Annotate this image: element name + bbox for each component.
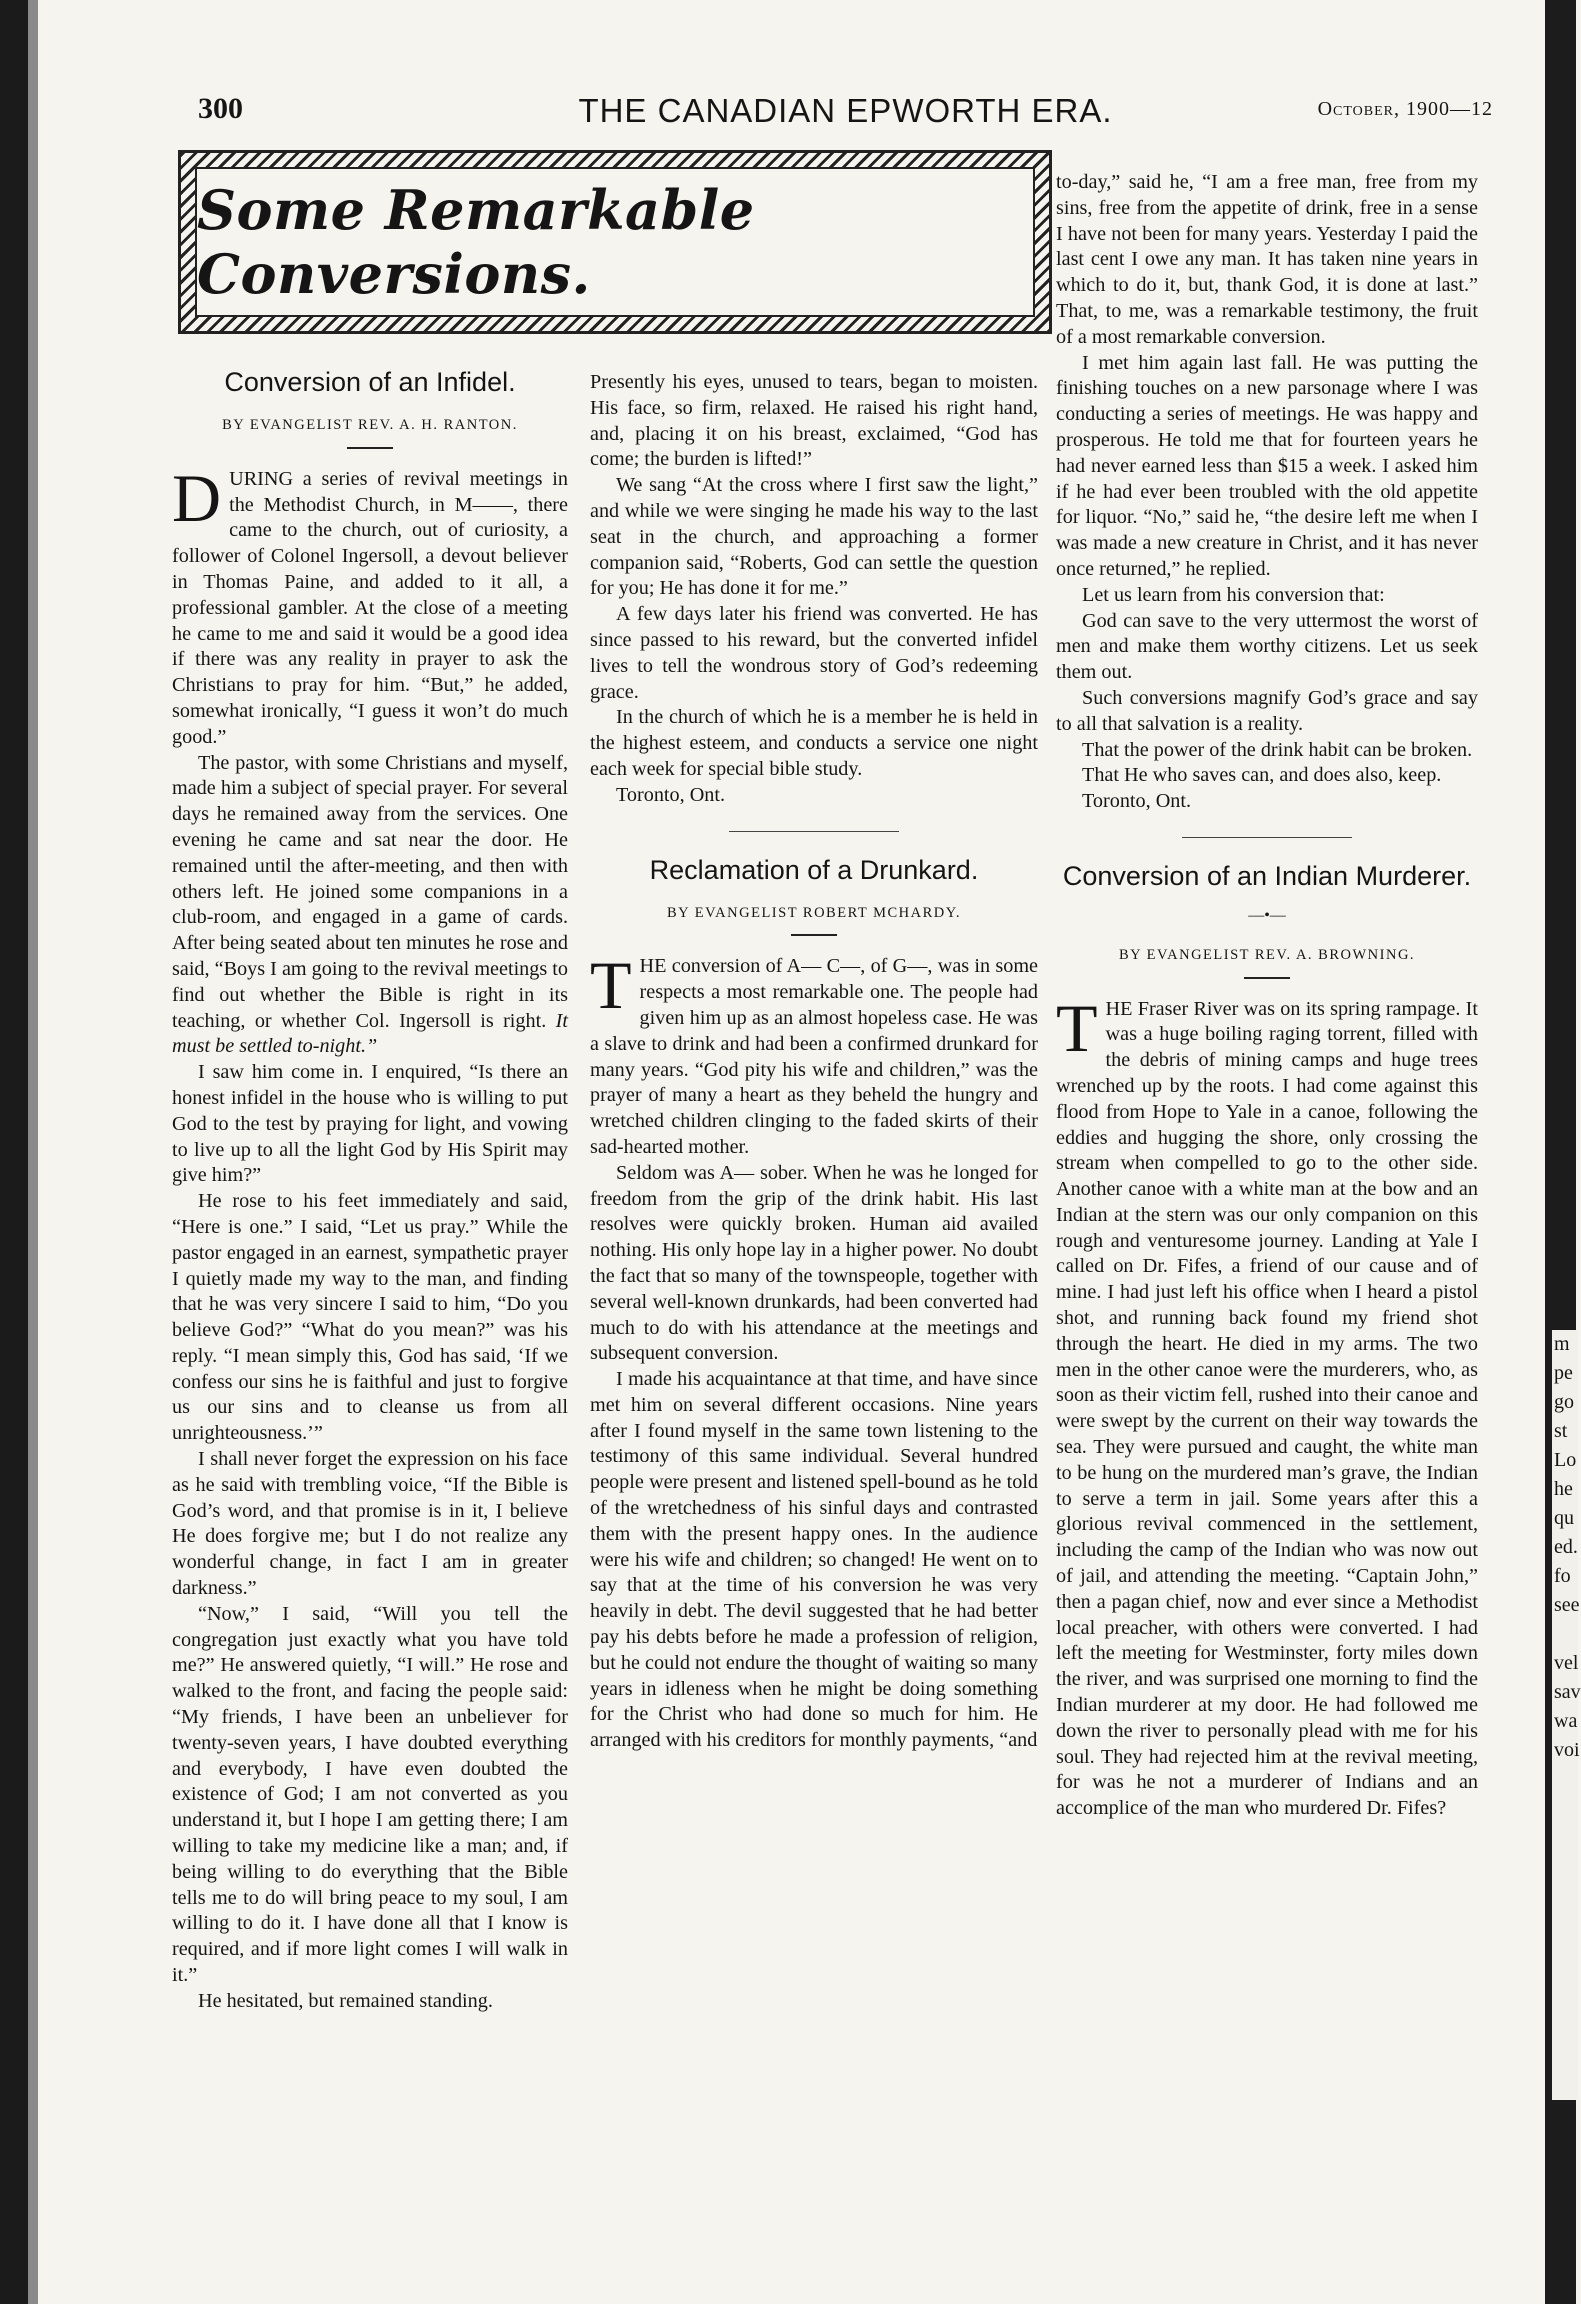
column-1 bbox=[172, 360, 568, 2015]
paragraph: THE conversion of A— C—, of G—, was in some respects a most remarkable one. The people had given him up as an almost hopeless case. He was a slave to drink and had been a confirmed drunkard for many years. “God pity his wife and children,” was the prayer of many a heart as they beheld the hungry and wretched children clinging to the faded skirts of their sad-hearted mother. bbox=[590, 947, 1038, 1158]
paragraph: I saw him come in. I enquired, “Is there an honest infidel in the house who is willing to put God to the test by praying for light, and vowing to live up to all the light God by His Spirit may give him?” bbox=[172, 1061, 568, 1187]
byline-indian-murderer: BY EVANGELIST REV. A. BROWNING. bbox=[1118, 946, 1416, 963]
paragraph: Presently his eyes, unused to tears, began to moisten. His face, so firm, relaxed. He raised his right hand, and, placing it on his breast, exclaimed, “God has come; the burden is lifted!” bbox=[590, 371, 1038, 471]
short-rule bbox=[1244, 977, 1290, 979]
paragraph: I met him again last fall. He was putting the finishing touches on a new parsonage where I was conducting a series of meetings. He was happy and prosperous. He told me that for fourteen years he had never earned less than $15 a week. I asked him if he had ever been troubled with the old appetite for liquor. “No,” said he, “the desire left me when I was made a new creature in Christ, and it has never once returned,” he replied. bbox=[1056, 351, 1478, 580]
paragraph: THE Fraser River was on its spring rampage. It was a huge boiling raging torrent, filled with the debris of mining camps and huge trees wrenched up by the roots. I had come against this flood from Hope to Yale in a canoe, following the eddies and hugging the shore, only crossing the stream when compelled to go to the other side. Another canoe with a white man at the bow and an Indian at the stern was our only companion on this rough and venturesome journey. Landing at Yale I called on Dr. Fifes, a friend of our cause and of mine. I had just left his office when I heard a pistol shot, and running back found my friend shot through the heart. He died in my arms. The two men in the other canoe were the murderers, who, as soon as their victim fell, rushed into their canoe and were swept by the current on their way towards the sea. They were pursued and caught, the white man to be hung on the murdered man’s grave, the Indian to serve a term in jail. Some years after this a glorious revival commenced in the settlement, including the camp of the Indian who was now out of jail, and attending the meeting. “Captain John,” then a pagan chief, now and ever since a Methodist local preacher, with others were converted. I had left the meeting for Westminster, forty miles down the river, and was surprised one morning to find the Indian murderer at my door. He had followed me down the river to personally plead with me for his soul. They had rejected him at the revival meeting, for was he not a murderer of Indians and an accomplice of the man who murdered Dr. Fifes? bbox=[1056, 989, 1478, 1820]
paragraph: God can save to the very uttermost the worst of men and make them worthy citizens. Let us seek them out. bbox=[1056, 609, 1478, 684]
title-banner bbox=[178, 150, 1052, 334]
place-signoff: Toronto, Ont. bbox=[1082, 790, 1192, 813]
place-signoff: Toronto, Ont. bbox=[616, 783, 726, 806]
byline-infidel: BY EVANGELIST REV. A. H. RANTON. bbox=[222, 417, 518, 433]
paragraph: He hesitated, but remained standing. bbox=[198, 1989, 493, 2012]
short-rule bbox=[347, 447, 393, 449]
paragraph: Seldom was A— sober. When he was he longed for freedom from the grip of the drink habit. His last resolves were quickly broken. Human aid availed nothing. His only hope lay in a higher power. No doubt the fact that so many of the townspeople, together with several well-known drunkards, had been converted had much to do with his attendance at the meetings and subsequent conversion. bbox=[590, 1161, 1038, 1365]
paragraph: A few days later his friend was converted. He has since passed to his reward, but the converted infidel lives to tell the wondrous story of God’s redeeming grace. bbox=[590, 603, 1038, 703]
paragraph: Let us learn from his conversion that: bbox=[1082, 583, 1385, 606]
running-header bbox=[198, 92, 1493, 136]
page-title: Some Remarkable Conversions. bbox=[197, 178, 755, 306]
title-banner-inner bbox=[195, 167, 1035, 317]
paragraph: The pastor, with some Christians and myself, made him a subject of special prayer. For several days he remained away from the services. One evening he came and sat near the door. He remained until the after-meeting, and then with others left. He joined some companions in a club-room, and engaged in a game of cards. After being seated about ten minutes he rose and said, “Boys I am going to the revival meetings to find out whether the Bible is right in its teaching, or whether Col. Ingersoll is right. It must be settled to-night.” bbox=[172, 751, 569, 1058]
issue-date: October, 1900—12 bbox=[1317, 98, 1493, 120]
short-rule bbox=[791, 934, 837, 936]
page-number: 300 bbox=[198, 92, 243, 125]
paragraph: That the power of the drink habit can be broken. bbox=[1082, 738, 1473, 761]
article-title-infidel: Conversion of an Infidel. bbox=[224, 367, 516, 397]
paragraph: I made his acquaintance at that time, and have since met him on several different occasions. Nine years after I found myself in the same town listening to the testimony of this same individual. Several hundred people were present and listened spell-bound as he told of the wretchedness of his sinful days and contrasted them with the present happy ones. In the audience were his wife and children; so changed! He went on to say that at the time of his conversion he was very heavily in debt. The devil suggested that he had better pay his debts before he made a profession of religion, but he could not endure the thought of waiting so many years in idleness when he might be doing something for the Christ who had done so much for him. He arranged with his creditors for monthly payments, “and bbox=[590, 1368, 1038, 1752]
facing-page-fragments: m pe go st Lo he qu ed. fo see vel sav wa voi bbox=[1552, 1330, 1578, 2100]
column-3 bbox=[1056, 170, 1478, 1822]
paragraph: He rose to his feet immediately and said, “Here is one.” I said, “Let us pray.” While the pastor engaged in an earnest, sympathetic prayer I quietly made my way to the man, and finding that he was very sincere I said to him, “Do you believe God?” “What do you mean?” was his reply. “I mean simply this, God has said, ‘If we confess our sins he is faithful and just to forgive us our sins and to cleanse us from all unrighteousness.’” bbox=[172, 1190, 568, 1445]
byline-drunkard: BY EVANGELIST ROBERT MCHARDY. bbox=[666, 904, 961, 921]
column-2 bbox=[590, 370, 1038, 1754]
paragraph: We sang “At the cross where I first saw the light,” and while we were singing he made his way to the last seat in the church, and approaching a former companion said, “Roberts, God can settle the question for you; He has done it for me.” bbox=[590, 474, 1038, 600]
ornament-icon: —•— bbox=[1248, 906, 1286, 924]
paragraph: That He who saves can, and does also, keep. bbox=[1082, 764, 1442, 787]
paragraph: I shall never forget the expression on his face as he said with trembling voice, “If the Bible is God’s word, and that promise is in it, I believe He does forgive me; but I do not realize any wonderful change, in fact I am in greater darkness.” bbox=[172, 1448, 568, 1600]
binding-shadow-left bbox=[28, 0, 38, 2304]
article-title-drunkard: Reclamation of a Drunkard. bbox=[649, 854, 979, 885]
journal-title: THE CANADIAN EPWORTH ERA. bbox=[578, 92, 1113, 129]
paragraph: “Now,” I said, “Will you tell the congregation just exactly what you have told me?” He answered quietly, “I will.” He rose and walked to the front, and facing the people said: “My friends, I have been an unbeliever for twenty-seven years, I have doubted everything and everybody, I have even doubted the existence of God; I am not converted as you understand it, but I hope I am getting there; I am willing to take my medicine like a man; and, if being willing to do everything that the Bible tells me to do will bring peace to my soul, I am willing to do it. I have done all that I know is required, and if more light comes I will walk in it.” bbox=[172, 1602, 568, 1987]
paragraph: In the church of which he is a member he is held in the highest esteem, and conducts a service one night each week for special bible study. bbox=[590, 706, 1038, 780]
drop-cap: D bbox=[172, 459, 222, 536]
article-title-indian-murderer: Conversion of an Indian Murderer. bbox=[1062, 860, 1472, 891]
drop-cap: T bbox=[1056, 989, 1098, 1066]
paragraph: to-day,” said he, “I am a free man, free from my sins, free from the appetite of drink, free in a sense I have not been for many years. Yesterday I paid the last cent I owe any man. It has taken nine years in which to do it, but, thank God, it is done at last.” That, to me, was a remarkable testimony, the fruit of a most remarkable conversion. bbox=[1056, 171, 1478, 348]
section-divider bbox=[1182, 837, 1352, 838]
paragraph: Such conversions magnify God’s grace and say to all that salvation is a reality. bbox=[1056, 686, 1478, 735]
paragraph: DURING a series of revival meetings in the Methodist Church, in M——, there came to the church, out of curiosity, a follower of Colonel Ingersoll, a devout believer in Thomas Paine, and added to it all, a professional gambler. At the close of a meeting he came to me and said it would be a good idea if there was any reality in prayer to ask the Christians to pray for him. “But,” he added, somewhat ironically, “I guess it won’t do much good.” bbox=[172, 459, 568, 748]
drop-cap: T bbox=[590, 947, 632, 1024]
binding-edge-left bbox=[0, 0, 28, 2304]
section-divider bbox=[729, 831, 899, 832]
